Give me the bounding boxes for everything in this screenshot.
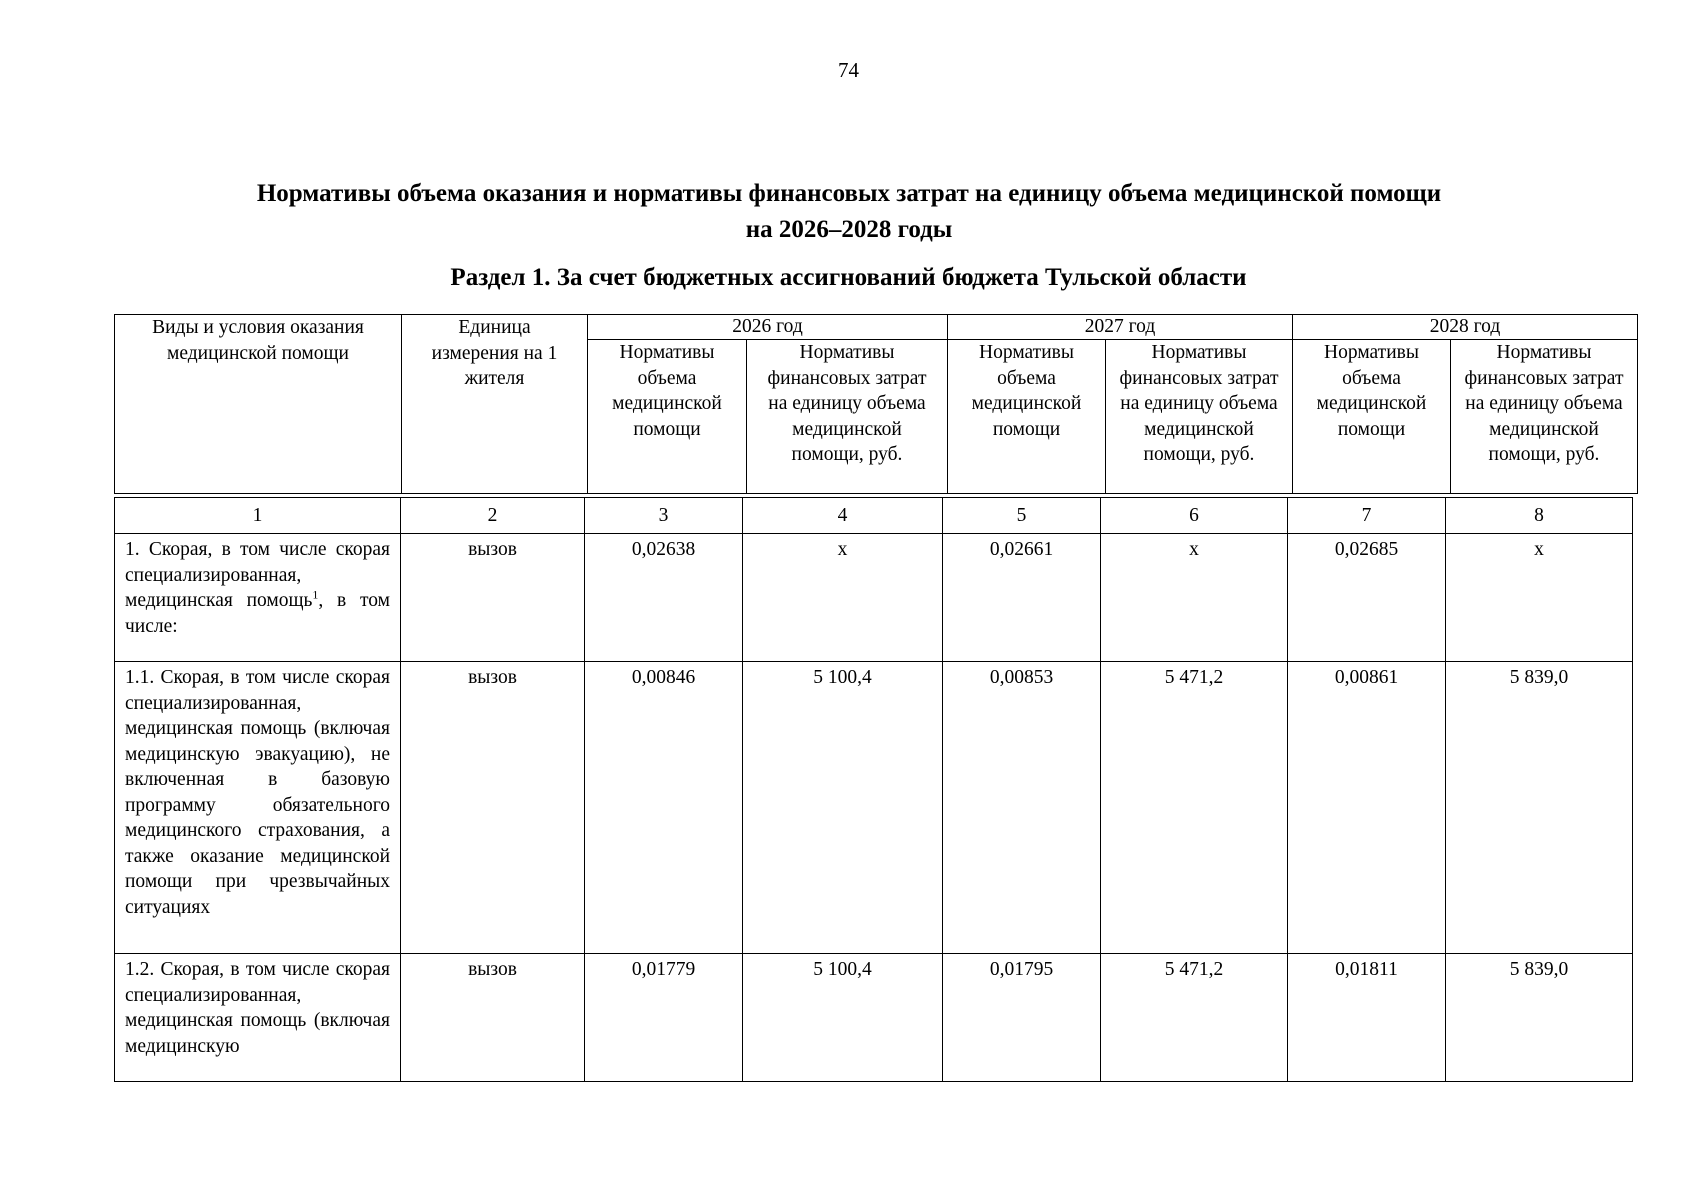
data-table — [114, 497, 1633, 1082]
row-volume-2028: 0,00861 — [1288, 662, 1446, 954]
row-cost-2028: 5 839,0 — [1446, 662, 1633, 954]
row-cost-2027: 5 471,2 — [1101, 662, 1288, 954]
row-unit: вызов — [401, 662, 585, 954]
document-title-line-1: Нормативы объема оказания и нормативы финансовых затрат на единицу объема медицинской помощи — [256, 180, 1442, 207]
row-description: 1.1. Скорая, в том числе скорая специализированная, медицинская помощь (включая медицинскую эвакуацию), не включенная в базовую программу обязательного медицинского страхования, а также оказание медицинской помощи при чрезвычайных ситуациях — [115, 662, 401, 954]
column-number: 5 — [943, 498, 1101, 534]
row-description: 1.2. Скорая, в том числе скорая специализированная, медицинская помощь (включая медицинскую — [115, 954, 401, 1082]
header-type-of-care: Виды и условия оказания медицинской помощи — [115, 315, 402, 494]
row-cost-2027: х — [1101, 534, 1288, 662]
column-number: 4 — [743, 498, 943, 534]
row-unit: вызов — [401, 954, 585, 1082]
row-volume-2027: 0,02661 — [943, 534, 1101, 662]
row-volume-2026: 0,00846 — [585, 662, 743, 954]
document-title — [115, 176, 1583, 248]
row-volume-2027: 0,00853 — [943, 662, 1101, 954]
header-volume-norm-2026: Нормативы объема медицинской помощи — [588, 340, 747, 494]
section-title: Раздел 1. За счет бюджетных ассигнований бюджета Тульской области — [450, 264, 1247, 291]
table-row — [115, 662, 1633, 954]
row-cost-2026: 5 100,4 — [743, 954, 943, 1082]
column-number: 6 — [1101, 498, 1288, 534]
column-number: 2 — [401, 498, 585, 534]
header-year-2028: 2028 год — [1293, 315, 1638, 340]
header-year-2027: 2027 год — [948, 315, 1293, 340]
header-cost-norm-2027: Нормативы финансовых затрат на единицу объема медицинской помощи, руб. — [1106, 340, 1293, 494]
row-description-text: 1. Скорая, в том числе скорая специализированная, медицинская помощь — [125, 539, 390, 611]
table-row — [115, 534, 1633, 662]
row-cost-2026: х — [743, 534, 943, 662]
row-volume-2028: 0,02685 — [1288, 534, 1446, 662]
row-volume-2028: 0,01811 — [1288, 954, 1446, 1082]
header-cost-norm-2026: Нормативы финансовых затрат на единицу объема медицинской помощи, руб. — [747, 340, 948, 494]
row-volume-2026: 0,01779 — [585, 954, 743, 1082]
column-number: 8 — [1446, 498, 1633, 534]
row-cost-2028: х — [1446, 534, 1633, 662]
column-number: 3 — [585, 498, 743, 534]
table-row — [115, 954, 1633, 1082]
page-number: 74 — [838, 58, 859, 82]
row-cost-2027: 5 471,2 — [1101, 954, 1288, 1082]
header-cost-norm-2028: Нормативы финансовых затрат на единицу объема медицинской помощи, руб. — [1451, 340, 1638, 494]
column-numbers-row — [115, 498, 1633, 534]
row-cost-2026: 5 100,4 — [743, 662, 943, 954]
header-volume-norm-2028: Нормативы объема медицинской помощи — [1293, 340, 1451, 494]
row-description — [115, 534, 401, 662]
row-volume-2027: 0,01795 — [943, 954, 1101, 1082]
header-year-2026: 2026 год — [588, 315, 948, 340]
table-header — [114, 314, 1638, 494]
column-number: 7 — [1288, 498, 1446, 534]
document-title-line-2: на 2026–2028 годы — [745, 216, 953, 243]
row-volume-2026: 0,02638 — [585, 534, 743, 662]
row-description-tail: , в том числе: — [125, 590, 390, 637]
footnote-marker: 1 — [312, 587, 319, 602]
row-unit: вызов — [401, 534, 585, 662]
header-unit: Единица измерения на 1 жителя — [402, 315, 588, 494]
header-volume-norm-2027: Нормативы объема медицинской помощи — [948, 340, 1106, 494]
column-number: 1 — [115, 498, 401, 534]
row-cost-2028: 5 839,0 — [1446, 954, 1633, 1082]
